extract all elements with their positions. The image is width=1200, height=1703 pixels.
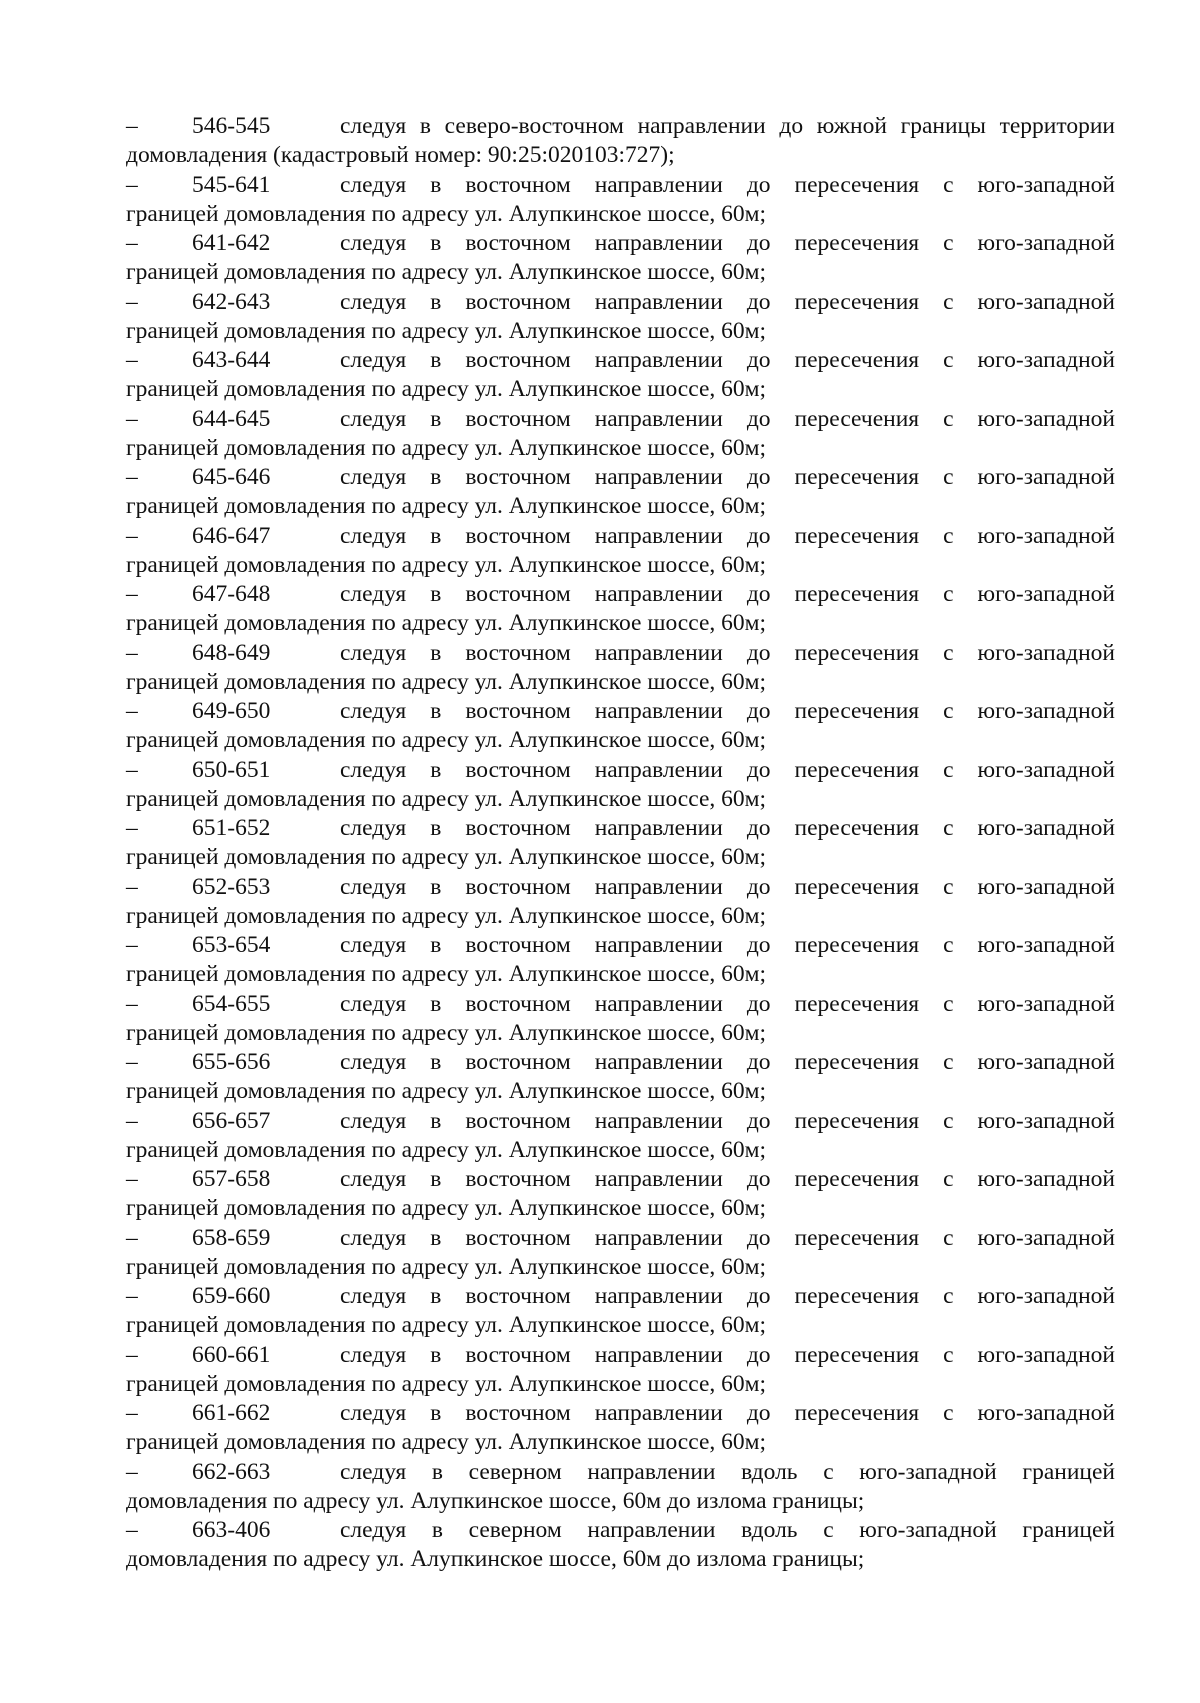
- entry-first-line: [126, 580, 1115, 609]
- segment-description-line2: границей домовладения по адресу ул. Алупкинское шоссе, 60м;: [126, 376, 767, 402]
- boundary-segment-entry: [126, 814, 1115, 872]
- entry-first-line: [126, 931, 1115, 960]
- boundary-segment-entry: [126, 288, 1115, 346]
- segment-code: 653-654: [192, 932, 271, 958]
- boundary-segment-entry: [126, 112, 1115, 170]
- entry-first-line: [126, 814, 1115, 843]
- entry-first-line: [126, 697, 1115, 726]
- segment-description-line2: границей домовладения по адресу ул. Алупкинское шоссе, 60м;: [126, 727, 767, 753]
- segment-code: 645-646: [192, 464, 271, 490]
- list-dash: –: [126, 1224, 138, 1251]
- segment-description-line1: следуя в восточном направлении до пересечения с юго-западной: [340, 1283, 1115, 1309]
- segment-description-line1: следуя в восточном направлении до пересечения с юго-западной: [340, 1049, 1115, 1075]
- segment-description-line1: следуя в восточном направлении до пересечения с юго-западной: [340, 932, 1115, 958]
- segment-description-line1: следуя в восточном направлении до пересечения с юго-западной: [340, 581, 1115, 607]
- entry-first-line: [126, 1165, 1115, 1194]
- boundary-segment-entry: [126, 405, 1115, 463]
- boundary-segment-list: [126, 112, 1115, 1575]
- list-dash: –: [126, 1458, 138, 1485]
- segment-code: 545-641: [192, 171, 271, 198]
- boundary-segment-entry: [126, 639, 1115, 697]
- segment-code: 658-659: [192, 1224, 271, 1251]
- entry-first-line: [126, 1516, 1115, 1545]
- segment-description-line2: границей домовладения по адресу ул. Алупкинское шоссе, 60м;: [126, 668, 767, 695]
- boundary-segment-entry: [126, 697, 1115, 755]
- segment-code: 663-406: [192, 1517, 271, 1543]
- segment-code: 644-645: [192, 405, 271, 432]
- segment-description-line1: следуя в восточном направлении до пересечения с юго-западной: [340, 815, 1115, 841]
- list-dash: –: [126, 522, 138, 549]
- segment-code: 649-650: [192, 698, 271, 724]
- list-dash: –: [126, 347, 138, 373]
- segment-description-line1: следуя в восточном направлении до пересечения с юго-западной: [340, 1224, 1115, 1251]
- entry-first-line: [126, 1399, 1115, 1428]
- segment-description-line1: следуя в северном направлении вдоль с юго-западной границей: [340, 1458, 1115, 1485]
- list-dash: –: [126, 230, 138, 256]
- segment-code: 654-655: [192, 990, 271, 1017]
- segment-code: 656-657: [192, 1107, 271, 1134]
- entry-first-line: [126, 1107, 1115, 1136]
- boundary-segment-entry: [126, 1341, 1115, 1399]
- entry-first-line: [126, 112, 1115, 141]
- segment-description-line2: границей домовладения по адресу ул. Алупкинское шоссе, 60м;: [126, 1195, 767, 1221]
- segment-description-line1: следуя в восточном направлении до пересечения с юго-западной: [340, 522, 1115, 549]
- segment-description-line1: следуя в северо-восточном направлении до южной границы территории: [340, 113, 1115, 139]
- list-dash: –: [126, 464, 138, 490]
- segment-description-line2: границей домовладения по адресу ул. Алупкинское шоссе, 60м;: [126, 961, 767, 987]
- list-dash: –: [126, 990, 138, 1017]
- segment-description-line1: следуя в восточном направлении до пересечения с юго-западной: [340, 230, 1115, 256]
- segment-code: 642-643: [192, 288, 271, 315]
- boundary-segment-entry: [126, 1048, 1115, 1106]
- boundary-segment-entry: [126, 1399, 1115, 1457]
- list-dash: –: [126, 1283, 138, 1309]
- entry-first-line: [126, 1341, 1115, 1370]
- segment-code: 646-647: [192, 522, 271, 549]
- list-dash: –: [126, 1517, 138, 1543]
- segment-code: 662-663: [192, 1458, 271, 1485]
- segment-code: 641-642: [192, 230, 271, 256]
- entry-first-line: [126, 463, 1115, 492]
- segment-description-line2: границей домовладения по адресу ул. Алупкинское шоссе, 60м;: [126, 200, 767, 227]
- segment-description-line1: следуя в восточном направлении до пересечения с юго-западной: [340, 288, 1115, 315]
- boundary-segment-entry: [126, 463, 1115, 521]
- list-dash: –: [126, 1400, 138, 1426]
- segment-code: 651-652: [192, 815, 271, 841]
- segment-description-line1: следуя в восточном направлении до пересечения с юго-западной: [340, 347, 1115, 373]
- boundary-segment-entry: [126, 229, 1115, 287]
- segment-description-line2: границей домовладения по адресу ул. Алупкинское шоссе, 60м;: [126, 1429, 767, 1455]
- segment-description-line2: границей домовладения по адресу ул. Алупкинское шоссе, 60м;: [126, 551, 767, 578]
- entry-first-line: [126, 171, 1115, 200]
- segment-code: 648-649: [192, 639, 271, 666]
- entry-first-line: [126, 1282, 1115, 1311]
- segment-description-line1: следуя в восточном направлении до пересечения с юго-западной: [340, 464, 1115, 490]
- segment-description-line2: границей домовладения по адресу ул. Алупкинское шоссе, 60м;: [126, 259, 767, 285]
- segment-description-line2: домовладения по адресу ул. Алупкинское шоссе, 60м до излома границы;: [126, 1487, 865, 1514]
- segment-code: 546-545: [192, 113, 271, 139]
- boundary-segment-entry: [126, 1224, 1115, 1282]
- boundary-segment-entry: [126, 1516, 1115, 1574]
- segment-description-line1: следуя в восточном направлении до пересечения с юго-западной: [340, 698, 1115, 724]
- boundary-segment-entry: [126, 522, 1115, 580]
- entry-first-line: [126, 1048, 1115, 1077]
- segment-code: 659-660: [192, 1283, 271, 1309]
- segment-description-line2: границей домовладения по адресу ул. Алупкинское шоссе, 60м;: [126, 1019, 767, 1046]
- segment-description-line2: домовладения (кадастровый номер: 90:25:020103:727);: [126, 142, 675, 168]
- entry-first-line: [126, 229, 1115, 258]
- entry-first-line: [126, 522, 1115, 551]
- segment-description-line2: границей домовладения по адресу ул. Алупкинское шоссе, 60м;: [126, 902, 767, 929]
- boundary-segment-entry: [126, 1458, 1115, 1516]
- segment-description-line2: границей домовладения по адресу ул. Алупкинское шоссе, 60м;: [126, 1312, 767, 1338]
- segment-description-line2: границей домовладения по адресу ул. Алупкинское шоссе, 60м;: [126, 610, 767, 636]
- boundary-segment-entry: [126, 1107, 1115, 1165]
- segment-code: 661-662: [192, 1400, 271, 1426]
- segment-code: 655-656: [192, 1049, 271, 1075]
- entry-first-line: [126, 1224, 1115, 1253]
- boundary-segment-entry: [126, 1282, 1115, 1340]
- segment-description-line2: границей домовладения по адресу ул. Алупкинское шоссе, 60м;: [126, 493, 767, 519]
- segment-description-line1: следуя в северном направлении вдоль с юго-западной границей: [340, 1517, 1115, 1543]
- list-dash: –: [126, 932, 138, 958]
- segment-code: 643-644: [192, 347, 271, 373]
- entry-first-line: [126, 288, 1115, 317]
- segment-description-line1: следуя в восточном направлении до пересечения с юго-западной: [340, 639, 1115, 666]
- segment-description-line1: следуя в восточном направлении до пересечения с юго-западной: [340, 873, 1115, 900]
- segment-description-line2: границей домовладения по адресу ул. Алупкинское шоссе, 60м;: [126, 844, 767, 870]
- list-dash: –: [126, 113, 138, 139]
- list-dash: –: [126, 171, 138, 198]
- segment-description-line1: следуя в восточном направлении до пересечения с юго-западной: [340, 1107, 1115, 1134]
- entry-first-line: [126, 1458, 1115, 1487]
- list-dash: –: [126, 1107, 138, 1134]
- entry-first-line: [126, 990, 1115, 1019]
- boundary-segment-entry: [126, 990, 1115, 1048]
- boundary-segment-entry: [126, 1165, 1115, 1223]
- boundary-segment-entry: [126, 171, 1115, 229]
- segment-description-line1: следуя в восточном направлении до пересечения с юго-западной: [340, 405, 1115, 432]
- entry-first-line: [126, 756, 1115, 785]
- list-dash: –: [126, 1166, 138, 1192]
- list-dash: –: [126, 756, 138, 783]
- entry-first-line: [126, 639, 1115, 668]
- list-dash: –: [126, 1049, 138, 1075]
- list-dash: –: [126, 581, 138, 607]
- list-dash: –: [126, 288, 138, 315]
- segment-description-line2: границей домовладения по адресу ул. Алупкинское шоссе, 60м;: [126, 317, 767, 344]
- boundary-segment-entry: [126, 756, 1115, 814]
- segment-description-line1: следуя в восточном направлении до пересечения с юго-западной: [340, 1166, 1115, 1192]
- segment-description-line2: границей домовладения по адресу ул. Алупкинское шоссе, 60м;: [126, 785, 767, 812]
- segment-description-line2: границей домовладения по адресу ул. Алупкинское шоссе, 60м;: [126, 1370, 767, 1397]
- segment-description-line2: домовладения по адресу ул. Алупкинское шоссе, 60м до излома границы;: [126, 1546, 865, 1572]
- segment-description-line2: границей домовладения по адресу ул. Алупкинское шоссе, 60м;: [126, 1078, 767, 1104]
- boundary-segment-entry: [126, 873, 1115, 931]
- segment-description-line1: следуя в восточном направлении до пересечения с юго-западной: [340, 1400, 1115, 1426]
- segment-description-line2: границей домовладения по адресу ул. Алупкинское шоссе, 60м;: [126, 1253, 767, 1280]
- segment-code: 652-653: [192, 873, 271, 900]
- entry-first-line: [126, 346, 1115, 375]
- segment-description-line1: следуя в восточном направлении до пересечения с юго-западной: [340, 1341, 1115, 1368]
- boundary-segment-entry: [126, 931, 1115, 989]
- segment-description-line2: границей домовладения по адресу ул. Алупкинское шоссе, 60м;: [126, 1136, 767, 1163]
- list-dash: –: [126, 1341, 138, 1368]
- boundary-segment-entry: [126, 346, 1115, 404]
- boundary-segment-entry: [126, 580, 1115, 638]
- segment-description-line1: следуя в восточном направлении до пересечения с юго-западной: [340, 171, 1115, 198]
- list-dash: –: [126, 815, 138, 841]
- list-dash: –: [126, 639, 138, 666]
- list-dash: –: [126, 405, 138, 432]
- segment-code: 660-661: [192, 1341, 271, 1368]
- segment-description-line1: следуя в восточном направлении до пересечения с юго-западной: [340, 990, 1115, 1017]
- list-dash: –: [126, 698, 138, 724]
- segment-description-line1: следуя в восточном направлении до пересечения с юго-западной: [340, 756, 1115, 783]
- segment-code: 647-648: [192, 581, 271, 607]
- segment-code: 657-658: [192, 1166, 271, 1192]
- segment-code: 650-651: [192, 756, 271, 783]
- segment-description-line2: границей домовладения по адресу ул. Алупкинское шоссе, 60м;: [126, 434, 767, 461]
- entry-first-line: [126, 405, 1115, 434]
- entry-first-line: [126, 873, 1115, 902]
- list-dash: –: [126, 873, 138, 900]
